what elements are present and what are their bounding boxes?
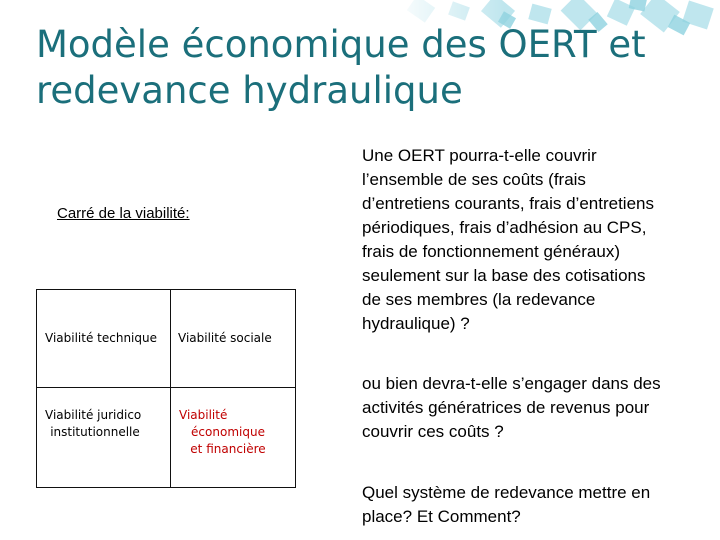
quadrant-social: [178, 330, 272, 347]
quadrant-economic-financial: [175, 407, 281, 458]
question-paragraph-3: Quel système de redevance mettre en place? Et Comment?: [362, 483, 651, 526]
viability-square-table: [36, 289, 296, 488]
quadrant-economic-line-2: économique: [191, 425, 265, 439]
question-paragraph-2: ou bien devra-t-elle s’engager dans des activités génératrices de revenus pour couvrir ces coûts ?: [362, 374, 661, 441]
viability-square-heading: Carré de la viabilité:: [57, 205, 190, 222]
title-line-1: Modèle économique des OERT et: [36, 23, 646, 66]
quadrant-legal-institutional: [39, 407, 151, 441]
quadrant-legal-line-1: Viabilité juridico: [45, 408, 142, 422]
slide-title: [36, 22, 696, 114]
table-vertical-divider: [170, 290, 171, 487]
quadrant-economic-line-3: et financière: [190, 442, 266, 456]
table-horizontal-divider: [37, 387, 295, 388]
question-paragraph-1: Une OERT pourra-t-elle couvrir l’ensemble de ses coûts (frais d’entretiens courants, frais d’entretiens périodiques, frais d’adhésion au CPS, frais de fonctionnement généraux) seulement sur la base des cotisations de ses membres (la redevance hydraulique) ?: [362, 146, 654, 333]
quadrant-economic-line-1: Viabilité: [179, 408, 228, 422]
title-line-2: redevance hydraulique: [36, 69, 463, 112]
quadrant-technical: [45, 330, 157, 347]
quadrant-technical-label: Viabilité technique: [45, 331, 157, 345]
quadrant-legal-line-2: institutionnelle: [50, 425, 140, 439]
quadrant-social-label: Viabilité sociale: [178, 331, 272, 345]
